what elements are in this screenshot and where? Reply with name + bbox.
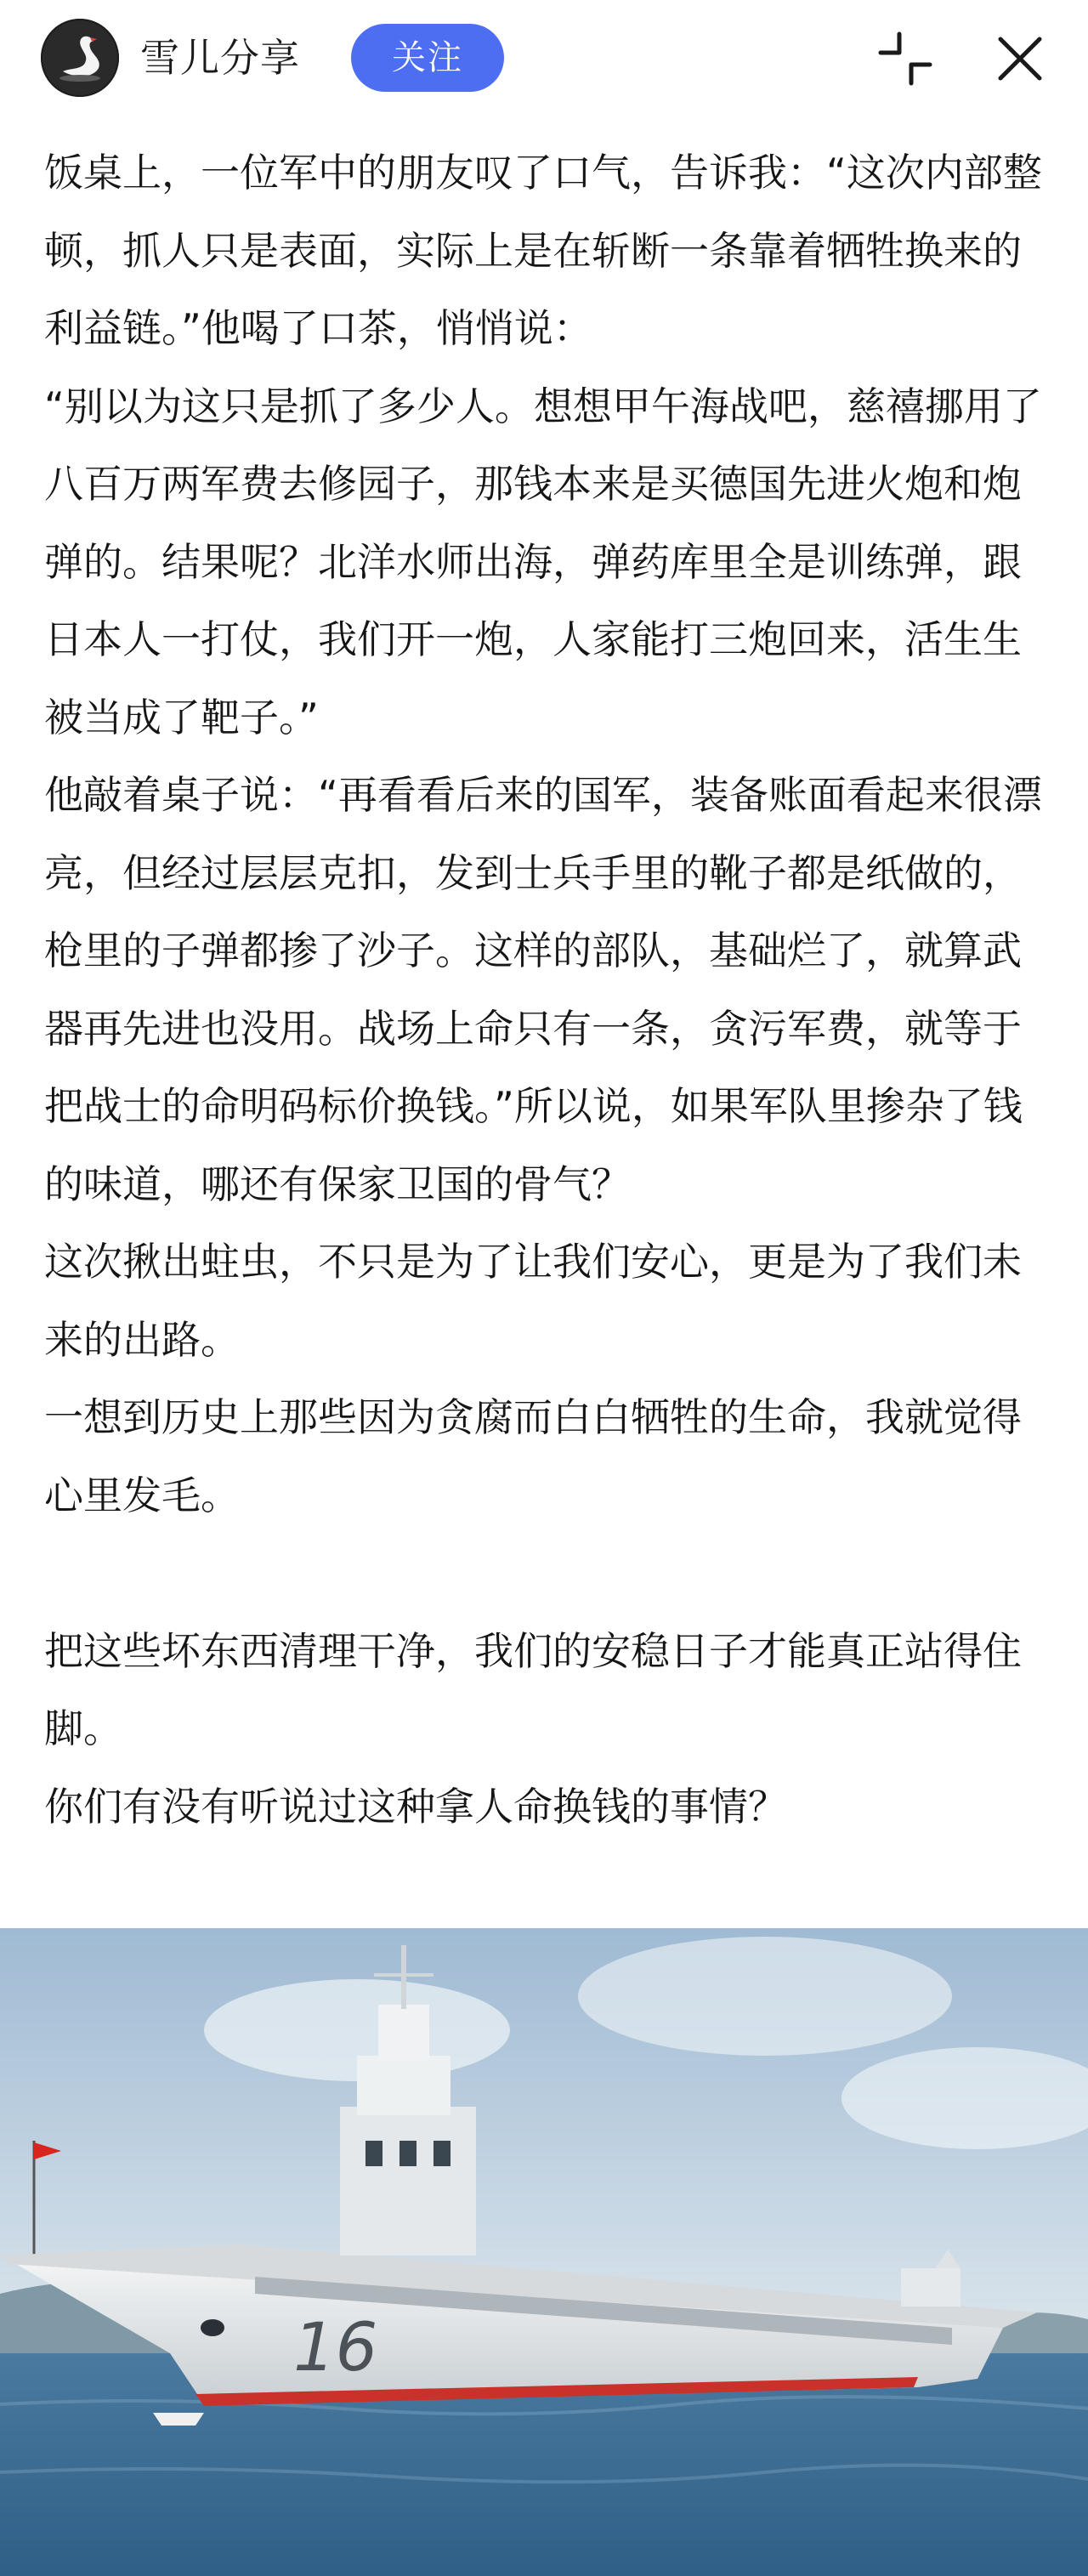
article-paragraph: “别以为这只是抓了多少人。想想甲午海战吧，慈禧挪用了八百万两军费去修园子，那钱本来是买德国先进火炮和炮弹的。结果呢？北洋水师出海，弹药库里全是训练弹，跟日本人一打仗，我们开一炮，人家能打三炮回来，活生生被当成了靶子。” <box>44 383 1042 740</box>
blank-line <box>44 1535 1054 1613</box>
article-paragraph: 一想到历史上那些因为贪腐而白白牺牲的生命，我就觉得心里发毛。 <box>44 1394 1022 1518</box>
article-paragraph: 这次揪出蛀虫，不只是为了让我们安心，更是为了我们未来的出路。 <box>44 1239 1022 1363</box>
follow-button[interactable]: 关注 <box>351 24 504 92</box>
author-name[interactable]: 雪儿分享 <box>140 35 300 81</box>
close-icon[interactable] <box>990 29 1050 88</box>
aircraft-carrier-photo[interactable] <box>0 1928 1088 2576</box>
article-paragraph: 你们有没有听说过这种拿人命换钱的事情？ <box>44 1783 787 1830</box>
article-paragraph: 饭桌上，一位军中的朋友叹了口气，告诉我：“这次内部整顿，抓人只是表面，实际上是在斩断一条靠着牺牲换来的利益链。”他喝了口茶，悄悄说： <box>44 150 1042 351</box>
article-paragraph: 他敲着桌子说：“再看看后来的国军，装备账面看起来很漂亮，但经过层层克扣，发到士兵手里的靴子都是纸做的，枪里的子弹都掺了沙子。这样的部队，基础烂了，就算武器再先进也没用。战场上命只有一条，贪污军费，就等于把战士的命明码标价换钱。”所以说，如果军队里掺杂了钱的味道，哪还有保家卫国的骨气？ <box>44 772 1042 1207</box>
post-header <box>0 0 1088 117</box>
article-paragraph: 把这些坏东西清理干净，我们的安稳日子才能真正站得住脚。 <box>44 1627 1022 1751</box>
collapse-icon[interactable] <box>876 29 935 88</box>
hull-number: 16 <box>293 2310 378 2386</box>
article-body <box>44 134 1054 1846</box>
swan-avatar-icon[interactable] <box>41 19 119 97</box>
